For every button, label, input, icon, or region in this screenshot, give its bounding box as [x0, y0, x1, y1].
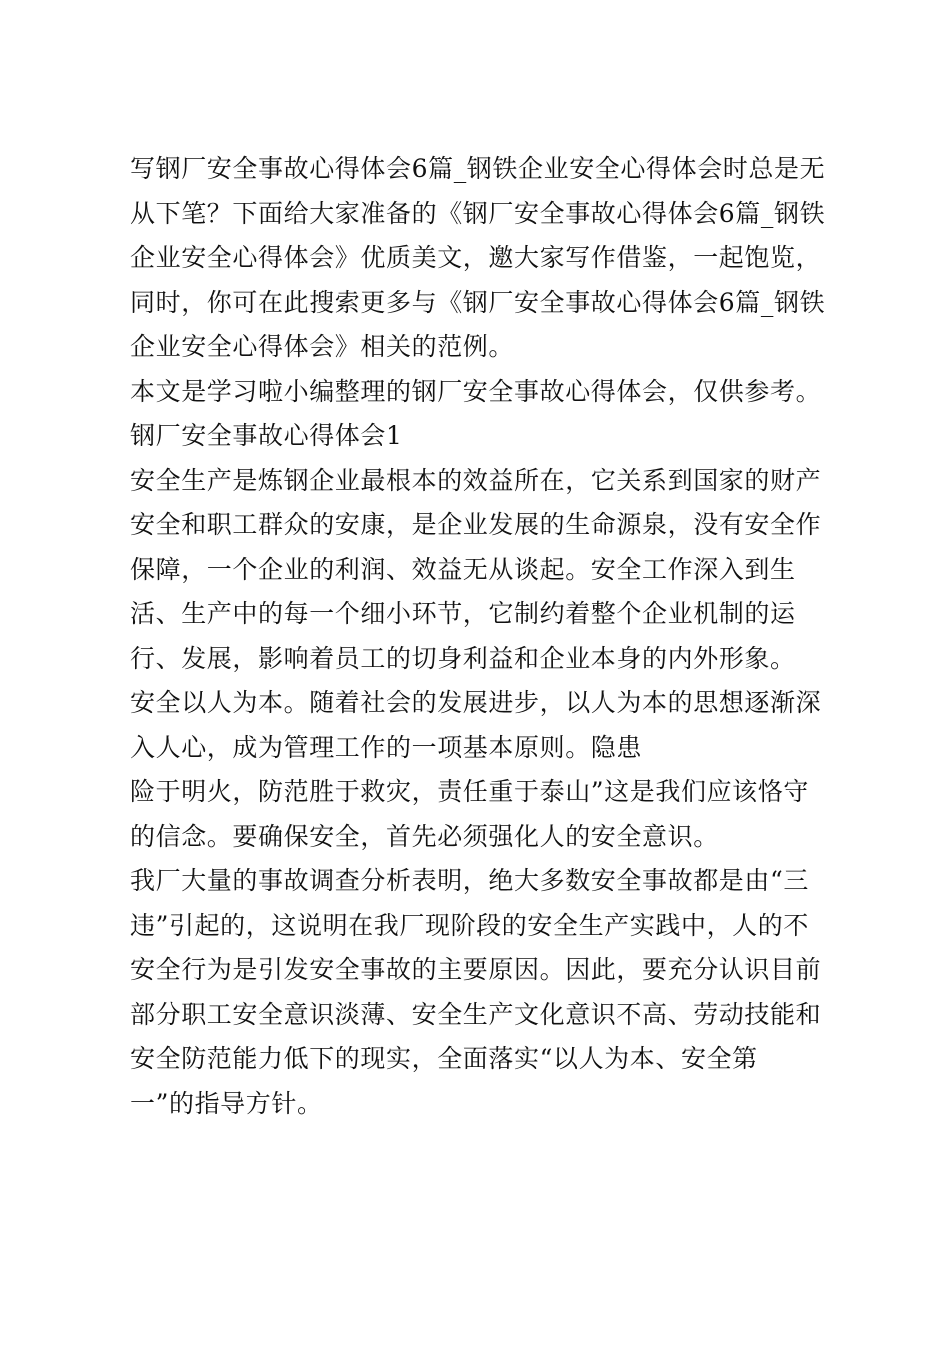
text-line: 安全和职工群众的安康，是企业发展的生命源泉，没有安全作: [130, 510, 822, 539]
text-line: 保障，一个企业的利润、效益无从谈起。安全工作深入到生: [130, 554, 796, 584]
text-line: 从下笔？下面给大家准备的《钢厂安全事故心得体会6篇_钢铁: [130, 198, 826, 228]
document-body: [130, 147, 840, 1126]
text-line: 入人心，成为管理工作的一项基本原则。隐患: [130, 732, 643, 762]
text-line: 同时，你可在此搜索更多与《钢厂安全事故心得体会6篇_钢铁: [130, 287, 826, 317]
text-line: 写钢厂安全事故心得体会6篇_钢铁企业安全心得体会时总是无: [130, 154, 826, 183]
text-line: 安全以人为本。随着社会的发展进步，以人为本的思想逐渐深: [130, 688, 822, 717]
text-line: 企业安全心得体会》相关的范例。: [130, 332, 515, 361]
text-line: 安全生产是炼钢企业最根本的效益所在，它关系到国家的财产: [130, 465, 822, 495]
text-line: 违”引起的，这说明在我厂现阶段的安全生产实践中，人的不: [130, 910, 809, 940]
text-line: 我厂大量的事故调查分析表明，绝大多数安全事故都是由“三: [130, 866, 809, 895]
text-line: 部分职工安全意识淡薄、安全生产文化意识不高、劳动技能和: [130, 999, 822, 1029]
text-line: 安全防范能力低下的现实，全面落实“以人为本、安全第: [130, 1044, 758, 1073]
text-line: 企业安全心得体会》优质美文，邀大家写作借鉴，一起饱览，: [130, 243, 822, 272]
section-heading: 钢厂安全事故心得体会1: [130, 421, 403, 450]
text-line: 安全行为是引发安全事故的主要原因。因此，要充分认识目前: [130, 955, 822, 984]
text-line: 一”的指导方针。: [130, 1088, 323, 1118]
text-line: 险于明火，防范胜于救灾，责任重于泰山”这是我们应该恪守: [130, 777, 809, 806]
text-line: 本文是学习啦小编整理的钢厂安全事故心得体会，仅供参考。: [130, 376, 822, 406]
text-line: 的信念。要确保安全，首先必须强化人的安全意识。: [130, 821, 719, 851]
text-line: 行、发展，影响着员工的切身利益和企业本身的内外形象。: [130, 643, 796, 673]
text-line: 活、生产中的每一个细小环节，它制约着整个企业机制的运: [130, 599, 796, 628]
